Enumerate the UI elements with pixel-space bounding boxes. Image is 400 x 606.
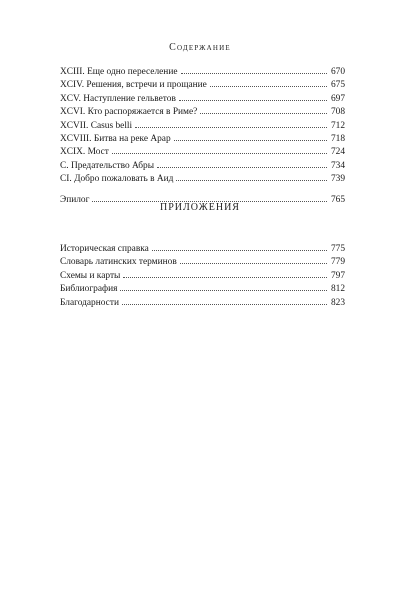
toc-entry-title: Эпилог	[60, 194, 90, 205]
dot-leader	[174, 131, 327, 141]
dot-leader	[112, 144, 327, 154]
dot-leader	[200, 104, 327, 114]
dot-leader	[180, 254, 327, 264]
toc-entry-title: XCIV. Решения, встречи и прощание	[60, 80, 207, 91]
toc-entry	[60, 254, 345, 267]
toc-entry-page: 739	[330, 174, 345, 185]
toc-entry-title: XCIX. Мост	[60, 147, 109, 158]
running-head: Содержание	[169, 42, 231, 53]
toc-entry-page: 797	[330, 270, 345, 281]
toc-entry-title: CI. Добро пожаловать в Аид	[60, 174, 174, 185]
toc-entry-title: Словарь латинских терминов	[60, 257, 177, 268]
appendix-heading: ПРИЛОЖЕНИЯ	[160, 202, 240, 213]
toc-entry-title: XCVIII. Битва на реке Арар	[60, 133, 171, 144]
dot-leader	[157, 158, 327, 168]
toc-entry	[60, 64, 345, 77]
toc-entry	[60, 295, 345, 308]
toc-entry	[60, 77, 345, 90]
toc-entry-page: 779	[330, 257, 345, 268]
toc-entry-title: Историческая справка	[60, 244, 149, 254]
toc-entry	[60, 281, 345, 294]
toc-entry-title: Схемы и карты	[60, 270, 121, 281]
toc-entry	[60, 91, 345, 104]
toc-entry	[60, 241, 345, 254]
dot-leader	[152, 241, 327, 251]
toc-entry-title: Благодарности	[60, 297, 119, 308]
toc-entry-page: 697	[330, 93, 345, 104]
dot-leader	[210, 77, 327, 87]
dot-leader	[123, 268, 327, 278]
toc-entry-page: 734	[330, 160, 345, 171]
toc-entry-title: C. Предательство Абры	[60, 160, 155, 171]
toc-entry-title: XCVI. Кто распоряжается в Риме?	[60, 107, 198, 118]
toc-entry-page: 812	[330, 284, 345, 295]
dot-leader	[176, 171, 326, 181]
toc-entry-page: 775	[330, 244, 345, 254]
toc-entry	[60, 144, 345, 157]
toc-entry-page: 724	[330, 147, 345, 158]
toc-chapters	[60, 64, 345, 205]
dot-leader	[122, 295, 327, 305]
toc-entry	[60, 171, 345, 184]
toc-entry-title: XCVII. Casus belli	[60, 120, 133, 131]
dot-leader	[181, 64, 327, 74]
toc-entry-page: 670	[330, 67, 345, 77]
toc-entry-title: Библиография	[60, 284, 118, 295]
dot-leader	[92, 192, 327, 202]
toc-entry-page: 675	[330, 80, 345, 91]
toc-entry-page: 712	[330, 120, 345, 131]
toc-entry	[60, 131, 345, 144]
toc-entry-page: 765	[330, 194, 345, 205]
toc-entry-title: XCV. Наступление гельветов	[60, 93, 176, 104]
toc-entry	[60, 104, 345, 117]
toc-entry	[60, 268, 345, 281]
toc-entry-page: 708	[330, 107, 345, 118]
toc-entry-page: 823	[330, 297, 345, 308]
dot-leader	[120, 281, 327, 291]
toc-appendices	[60, 241, 345, 308]
dot-leader	[135, 118, 327, 128]
toc-entry-title: XCIII. Еще одно переселение	[60, 67, 178, 77]
dot-leader	[179, 91, 327, 101]
toc-entry	[60, 118, 345, 131]
toc-entry	[60, 158, 345, 171]
toc-entry-page: 718	[330, 133, 345, 144]
